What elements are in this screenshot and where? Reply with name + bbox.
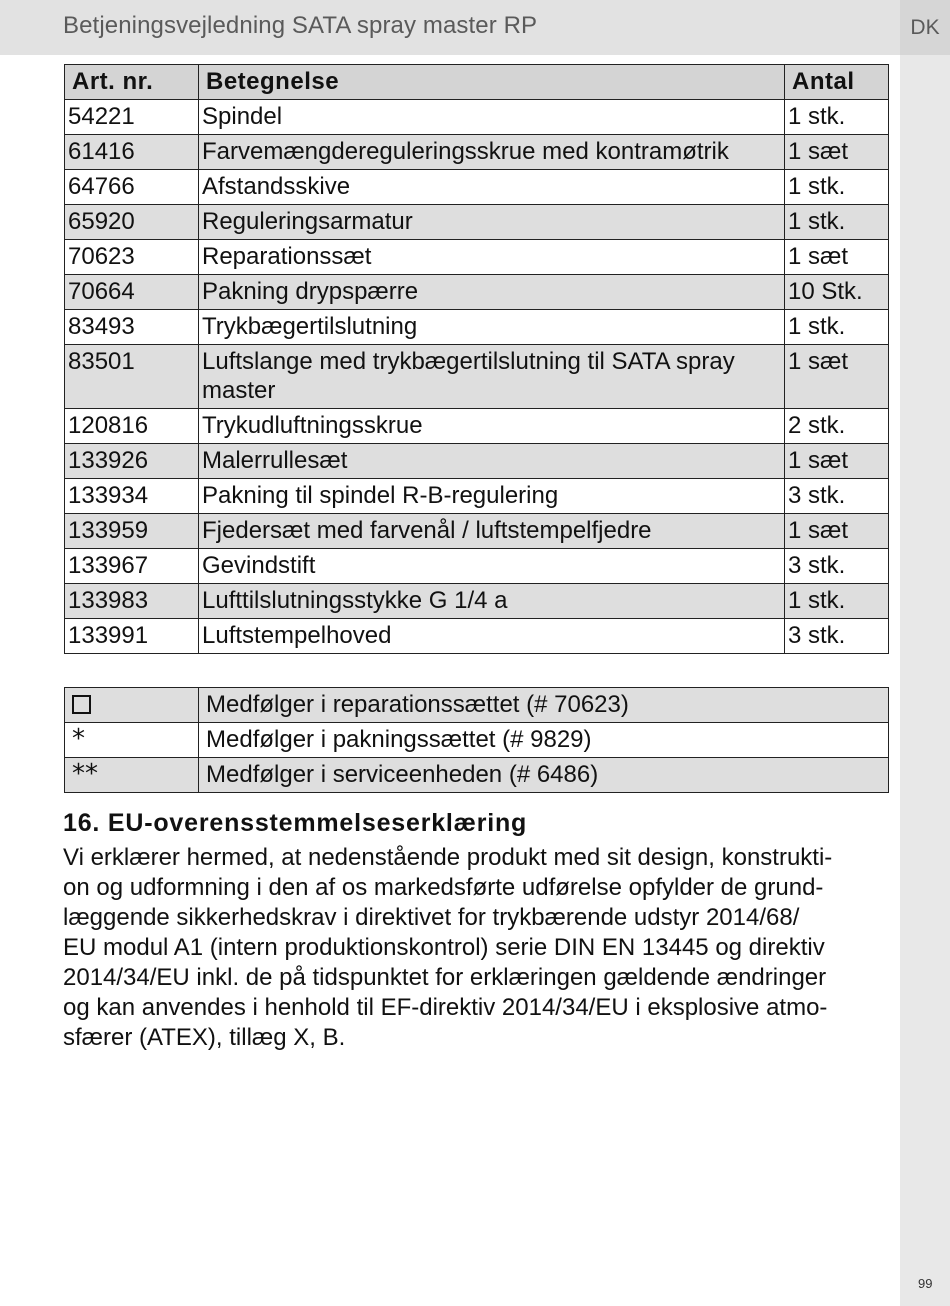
art-nr-cell: 65920 [65, 205, 199, 240]
column-header-antal: Antal [785, 65, 889, 100]
table-row [65, 345, 889, 409]
betegnelse-cell: Spindel [199, 100, 785, 135]
body-line: sfærer (ATEX), tillæg X, B. [63, 1024, 346, 1051]
betegnelse-cell: Reguleringsarmatur [199, 205, 785, 240]
column-header-art-nr: Art. nr. [65, 65, 199, 100]
table-header-row [65, 65, 889, 100]
body-line: læggende sikkerhedskrav i direktivet for trykbærende udstyr 2014/68/ [63, 904, 800, 931]
betegnelse-cell: Afstandsskive [199, 170, 785, 205]
antal-cell: 1 sæt [785, 444, 889, 479]
betegnelse-cell: Trykudluftningsskrue [199, 409, 785, 444]
legend-symbol-cell [65, 758, 199, 793]
document-title: Betjeningsvejledning SATA spray master RP [63, 12, 538, 39]
table-row [65, 100, 889, 135]
column-header-betegnelse: Betegnelse [199, 65, 785, 100]
body-line: on og udformning i den af os markedsførte udførelse opfylder de grund- [63, 874, 824, 901]
legend-row [65, 723, 889, 758]
legend-row [65, 688, 889, 723]
table-row [65, 310, 889, 345]
antal-cell: 1 stk. [785, 205, 889, 240]
art-nr-cell: 83493 [65, 310, 199, 345]
parts-table [64, 64, 889, 654]
antal-cell: 1 sæt [785, 345, 889, 409]
legend-text: Medfølger i pakningssættet (# 9829) [199, 723, 889, 758]
art-nr-cell: 64766 [65, 170, 199, 205]
table-row [65, 275, 889, 310]
table-row [65, 444, 889, 479]
table-row [65, 135, 889, 170]
betegnelse-cell: Gevindstift [199, 549, 785, 584]
antal-cell: 1 sæt [785, 240, 889, 275]
section-heading: 16. EU-overensstemmelseserklæring [63, 809, 528, 837]
betegnelse-cell: Luftslange med trykbægertilslutning til SATA spray master [199, 345, 785, 409]
antal-cell: 1 stk. [785, 310, 889, 345]
legend-table [64, 687, 889, 793]
art-nr-cell: 83501 [65, 345, 199, 409]
betegnelse-cell: Malerrullesæt [199, 444, 785, 479]
asterisk-icon: * [72, 724, 85, 754]
double-asterisk-icon: ** [72, 759, 98, 789]
art-nr-cell: 133926 [65, 444, 199, 479]
art-nr-cell: 54221 [65, 100, 199, 135]
antal-cell: 3 stk. [785, 549, 889, 584]
antal-cell: 3 stk. [785, 619, 889, 654]
table-row [65, 240, 889, 275]
betegnelse-cell: Farvemængdereguleringsskrue med kontramøtrik [199, 135, 785, 170]
table-row [65, 170, 889, 205]
art-nr-cell: 70664 [65, 275, 199, 310]
art-nr-cell: 133934 [65, 479, 199, 514]
table-row [65, 584, 889, 619]
body-line: EU modul A1 (intern produktionskontrol) serie DIN EN 13445 og direktiv [63, 934, 825, 961]
square-icon [72, 695, 91, 714]
antal-cell: 10 Stk. [785, 275, 889, 310]
betegnelse-cell: Reparationssæt [199, 240, 785, 275]
antal-cell: 2 stk. [785, 409, 889, 444]
parts-table-body [65, 100, 889, 654]
betegnelse-cell: Pakning drypspærre [199, 275, 785, 310]
legend-symbol-cell [65, 688, 199, 723]
art-nr-cell: 133983 [65, 584, 199, 619]
betegnelse-cell: Fjedersæt med farvenål / luftstempelfjedre [199, 514, 785, 549]
legend-text: Medfølger i reparationssættet (# 70623) [199, 688, 889, 723]
antal-cell: 1 sæt [785, 135, 889, 170]
art-nr-cell: 120816 [65, 409, 199, 444]
betegnelse-cell: Trykbægertilslutning [199, 310, 785, 345]
art-nr-cell: 70623 [65, 240, 199, 275]
antal-cell: 1 stk. [785, 100, 889, 135]
page-number: 99 [918, 1276, 933, 1291]
body-line: og kan anvendes i henhold til EF-direktiv 2014/34/EU i eksplosive atmo- [63, 994, 828, 1021]
section-body [63, 843, 873, 1053]
page-header [0, 0, 900, 55]
table-row [65, 549, 889, 584]
antal-cell: 1 stk. [785, 584, 889, 619]
antal-cell: 1 sæt [785, 514, 889, 549]
body-line: Vi erklærer hermed, at nedenstående produkt med sit design, konstrukti- [63, 844, 833, 871]
art-nr-cell: 61416 [65, 135, 199, 170]
betegnelse-cell: Pakning til spindel R-B-regulering [199, 479, 785, 514]
body-line: 2014/34/EU inkl. de på tidspunktet for erklæringen gældende ændringer [63, 964, 827, 991]
table-row [65, 479, 889, 514]
art-nr-cell: 133959 [65, 514, 199, 549]
table-row [65, 619, 889, 654]
language-tab: DK [900, 0, 950, 55]
legend-symbol-cell [65, 723, 199, 758]
antal-cell: 3 stk. [785, 479, 889, 514]
betegnelse-cell: Lufttilslutningsstykke G 1/4 a [199, 584, 785, 619]
legend-text: Medfølger i serviceenheden (# 6486) [199, 758, 889, 793]
art-nr-cell: 133967 [65, 549, 199, 584]
side-margin-strip [900, 0, 950, 1306]
antal-cell: 1 stk. [785, 170, 889, 205]
table-row [65, 514, 889, 549]
table-row [65, 409, 889, 444]
legend-row [65, 758, 889, 793]
table-row [65, 205, 889, 240]
betegnelse-cell: Luftstempelhoved [199, 619, 785, 654]
art-nr-cell: 133991 [65, 619, 199, 654]
